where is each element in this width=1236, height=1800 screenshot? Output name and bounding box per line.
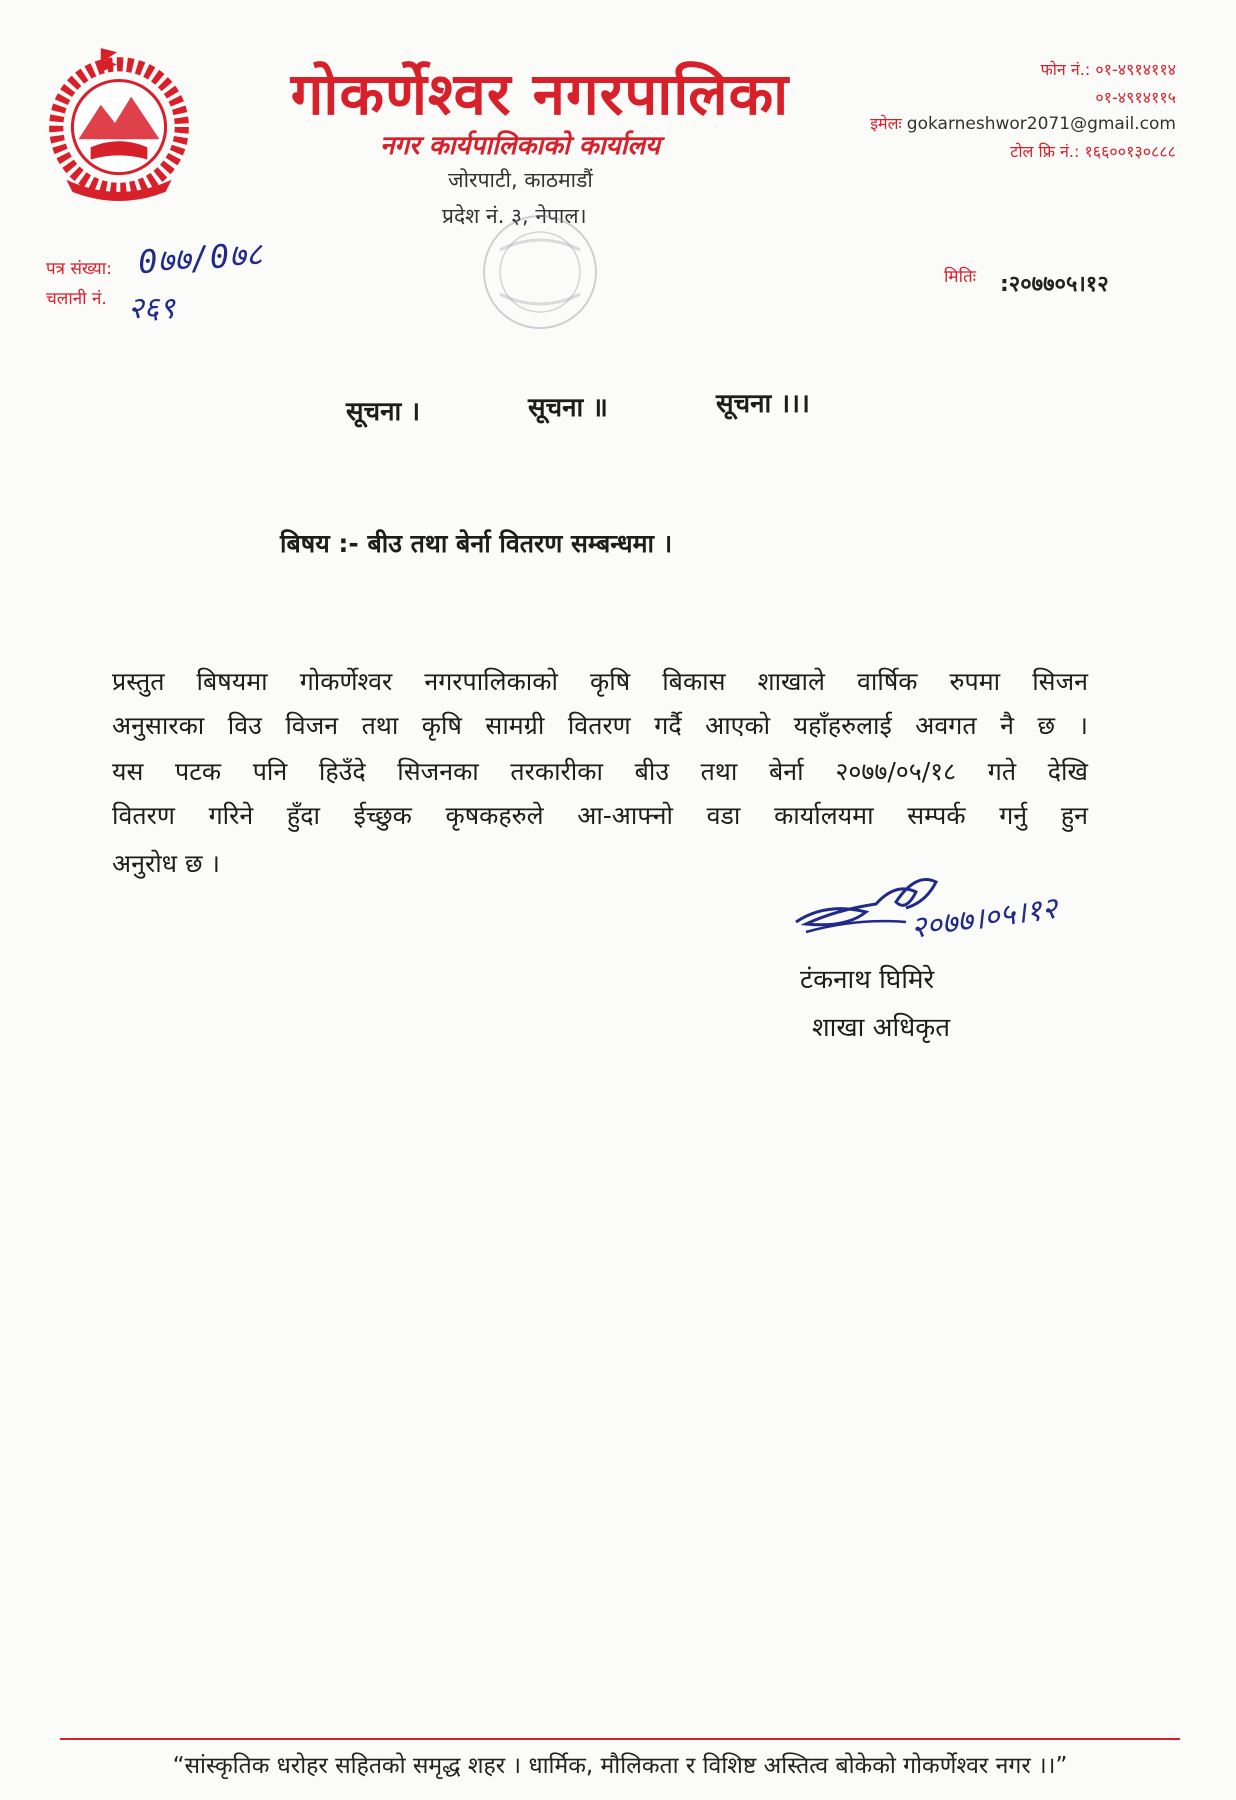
footer-motto: “सांस्कृतिक धरोहर सहितको समृद्ध शहर । धार्मिक, मौलिकता र विशिष्ट अस्तित्व बोकेको गोकर्णेश्वर नगर ।।” <box>172 1753 1068 1779</box>
office-stamp-icon <box>440 210 640 340</box>
notice-heading-3: सूचना ।।। <box>716 389 810 419</box>
phone-1-value: ०१-४९१४११४ <box>1095 60 1176 79</box>
toll-free-label: टोल फ्रि नं.: <box>1010 142 1080 161</box>
phone-label: फोन नं.: <box>1040 60 1091 79</box>
email <box>870 112 1176 134</box>
toll-free <box>1010 140 1176 162</box>
toll-free-value: १६६००१३०८८८ <box>1084 142 1176 161</box>
org-name: गोकर्णेश्वर नगरपालिका <box>290 60 790 128</box>
signer-name: टंकनाथ घिमिरे <box>800 965 935 995</box>
body-line: वितरण गरिने हुँदा ईच्छुक कृषकहरुले आ-आफ्नो वडा कार्यालयमा सम्पर्क गर्नु हुन <box>112 801 1088 830</box>
notice-heading-2: सूचना ॥ <box>528 393 608 423</box>
ref-value: 0७७/0७८ <box>136 234 264 282</box>
body-line: यस पटक पनि हिउँदे सिजनका तरकारीका बीउ तथा बेर्ना २०७७/०५/१८ गते देखि <box>112 757 1088 786</box>
handwritten-sign-date: २०७७।०५।१२ <box>908 890 1060 947</box>
phone-1 <box>1040 58 1176 80</box>
date-label: मितिः <box>944 267 977 287</box>
notice-heading-1: सूचना । <box>346 397 421 427</box>
org-subtitle: नगर कार्यपालिकाको कार्यालय <box>379 131 661 161</box>
subject-line: बिषय :- बीउ तथा बेर्ना वितरण सम्बन्धमा । <box>280 529 673 558</box>
nepal-emblem-icon <box>38 42 200 204</box>
address-line1: जोरपाटी, काठमाडौं <box>448 168 593 192</box>
email-label: इमेलः <box>870 114 902 133</box>
dispatch-label: चलानी नं. <box>46 289 107 309</box>
body-line: अनुसारका विउ विजन तथा कृषि सामग्री वितरण गर्दै आएको यहाँहरुलाई अवगत नै छ । <box>112 711 1088 740</box>
signer-designation: शाखा अधिकृत <box>812 1013 951 1043</box>
email-value: gokarneshwor2071@gmail.com <box>906 114 1176 134</box>
address-line2: प्रदेश नं. ३, नेपाल। <box>442 204 587 228</box>
date-value: :२०७७०५।१२ <box>1000 272 1109 297</box>
dispatch-value: २६९ <box>128 291 175 326</box>
footer-divider <box>60 1738 1180 1740</box>
body-line: प्रस्तुत बिषयमा गोकर्णेश्वर नगरपालिकाको कृषि बिकास शाखाले वार्षिक रुपमा सिजन <box>112 667 1088 696</box>
ref-label: पत्र संख्या: <box>46 259 112 279</box>
phone-2: ०१-४९१४११५ <box>1095 88 1176 107</box>
body-line: अनुरोध छ । <box>112 849 220 878</box>
